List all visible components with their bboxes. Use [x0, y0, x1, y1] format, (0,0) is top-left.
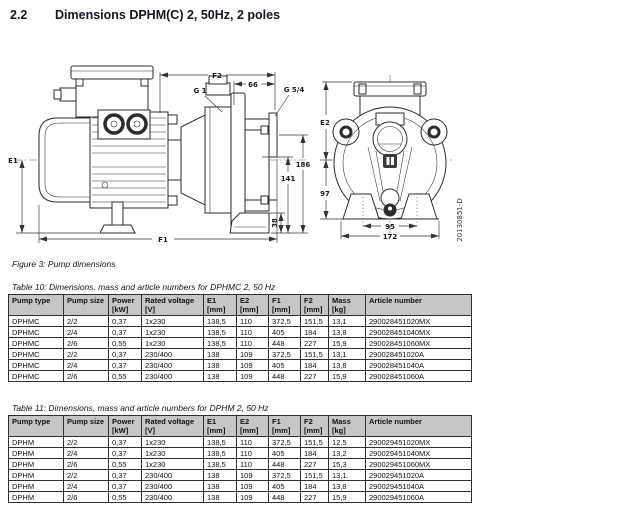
- table-cell: 230/400: [142, 470, 204, 481]
- column-header: F2 [mm]: [301, 416, 329, 437]
- table-cell: DPHM: [9, 437, 64, 448]
- column-header: Pump size: [64, 295, 109, 316]
- table-cell: 2/4: [64, 481, 109, 492]
- table-cell: 227: [301, 371, 329, 382]
- table-cell: 0,37: [109, 327, 142, 338]
- pump-dimensions-figure: [0, 55, 480, 260]
- table-cell: DPHMC: [9, 360, 64, 371]
- table-cell: 110: [237, 338, 269, 349]
- table-cell: 448: [269, 371, 301, 382]
- table-cell: 110: [237, 437, 269, 448]
- dim-label-186: 186: [295, 161, 311, 169]
- table-cell: 230/400: [142, 360, 204, 371]
- table-cell: 2/6: [64, 338, 109, 349]
- table-cell: 1x230: [142, 459, 204, 470]
- table-cell: 138: [204, 481, 237, 492]
- table-cell: 290028451040A: [366, 360, 472, 371]
- column-header: Pump type: [9, 416, 64, 437]
- page-title: Dimensions DPHM(C) 2, 50Hz, 2 poles: [55, 8, 281, 22]
- column-header: Pump size: [64, 416, 109, 437]
- table-cell: DPHM: [9, 481, 64, 492]
- dim-label-e1: E1: [8, 157, 18, 165]
- column-header: Rated voltage [V]: [142, 295, 204, 316]
- table-cell: 15,3: [329, 459, 366, 470]
- table-row: [9, 459, 472, 470]
- table-cell: 290029451040A: [366, 481, 472, 492]
- table-cell: DPHMC: [9, 327, 64, 338]
- table-cell: 15,9: [329, 338, 366, 349]
- table-row: [9, 360, 472, 371]
- table-cell: 227: [301, 492, 329, 503]
- table-cell: 0,37: [109, 316, 142, 327]
- table-dphm-2-50hz: [8, 415, 472, 503]
- table-cell: 372,5: [269, 316, 301, 327]
- table-cell: 2/6: [64, 371, 109, 382]
- table-cell: 448: [269, 492, 301, 503]
- table-cell: DPHM: [9, 492, 64, 503]
- table-cell: 109: [237, 360, 269, 371]
- drawing-id-number: 20130851-D: [456, 198, 464, 242]
- table-cell: 138: [204, 492, 237, 503]
- table-cell: 2/4: [64, 448, 109, 459]
- table-row: [9, 481, 472, 492]
- table-cell: 138,5: [204, 448, 237, 459]
- column-header: F1 [mm]: [269, 295, 301, 316]
- table-cell: 230/400: [142, 349, 204, 360]
- table-cell: 138: [204, 349, 237, 360]
- table-cell: 290028451060A: [366, 371, 472, 382]
- table-cell: 2/2: [64, 470, 109, 481]
- table-cell: 0,37: [109, 470, 142, 481]
- table-dphmc-2-50hz: [8, 294, 472, 382]
- table-cell: 110: [237, 459, 269, 470]
- table-cell: DPHM: [9, 459, 64, 470]
- table-cell: 372,5: [269, 437, 301, 448]
- table-cell: DPHMC: [9, 349, 64, 360]
- table-cell: 372,5: [269, 349, 301, 360]
- table-cell: 184: [301, 448, 329, 459]
- table-cell: 1x230: [142, 338, 204, 349]
- table-cell: 110: [237, 316, 269, 327]
- table-cell: 227: [301, 459, 329, 470]
- table-cell: 13,8: [329, 327, 366, 338]
- table-cell: 13,2: [329, 448, 366, 459]
- table-cell: 12,5: [329, 437, 366, 448]
- table-cell: 405: [269, 448, 301, 459]
- table-cell: 290029451020A: [366, 470, 472, 481]
- table-cell: DPHMC: [9, 316, 64, 327]
- table-cell: 109: [237, 371, 269, 382]
- dim-label-g1: G 1: [193, 87, 207, 95]
- pump-front-view-drawing: [330, 75, 452, 233]
- dim-label-38: 38: [271, 218, 279, 228]
- table-cell: 13,1: [329, 470, 366, 481]
- table-cell: 151,5: [301, 316, 329, 327]
- table-cell: 13,1: [329, 349, 366, 360]
- table-cell: 2/2: [64, 349, 109, 360]
- table-cell: 0,55: [109, 459, 142, 470]
- table-cell: 13,1: [329, 316, 366, 327]
- table-cell: 2/6: [64, 492, 109, 503]
- table-cell: 230/400: [142, 371, 204, 382]
- table-cell: 372,5: [269, 470, 301, 481]
- table-cell: 405: [269, 360, 301, 371]
- table-cell: 405: [269, 327, 301, 338]
- table-cell: DPHM: [9, 470, 64, 481]
- dim-label-97: 97: [320, 190, 330, 198]
- table-cell: 290028451040MX: [366, 327, 472, 338]
- table-cell: 138: [204, 470, 237, 481]
- column-header: F1 [mm]: [269, 416, 301, 437]
- table-cell: 138,5: [204, 316, 237, 327]
- table-row: [9, 349, 472, 360]
- table-cell: 15,9: [329, 492, 366, 503]
- column-header: Power [kW]: [109, 295, 142, 316]
- table-row: [9, 492, 472, 503]
- table-cell: 290029451060A: [366, 492, 472, 503]
- table-cell: 110: [237, 327, 269, 338]
- in-marking: [383, 154, 397, 168]
- table-cell: 0,55: [109, 492, 142, 503]
- table-cell: 109: [237, 349, 269, 360]
- column-header: Article number: [366, 295, 472, 316]
- table-cell: 0,37: [109, 448, 142, 459]
- table-cell: 230/400: [142, 492, 204, 503]
- table-cell: DPHMC: [9, 338, 64, 349]
- table-cell: 290028451020MX: [366, 316, 472, 327]
- table-cell: 15,9: [329, 371, 366, 382]
- table-row: [9, 371, 472, 382]
- table-cell: DPHM: [9, 448, 64, 459]
- table-row: [9, 327, 472, 338]
- table-cell: 1x230: [142, 448, 204, 459]
- table-cell: 151,5: [301, 437, 329, 448]
- table-cell: 405: [269, 481, 301, 492]
- table-cell: 2/2: [64, 437, 109, 448]
- column-header: Article number: [366, 416, 472, 437]
- dim-label-95: 95: [385, 223, 395, 231]
- table-cell: 2/2: [64, 316, 109, 327]
- dim-label-f1: F1: [158, 236, 168, 244]
- table-cell: 290028451020A: [366, 349, 472, 360]
- column-header: Rated voltage [V]: [142, 416, 204, 437]
- table-cell: 2/4: [64, 327, 109, 338]
- column-header: E1 [mm]: [204, 416, 237, 437]
- table-cell: 0,55: [109, 338, 142, 349]
- table-cell: 151,5: [301, 349, 329, 360]
- table-cell: 138: [204, 371, 237, 382]
- table-cell: 138,5: [204, 459, 237, 470]
- dim-label-g54: G 5/4: [283, 86, 305, 94]
- table-cell: 109: [237, 481, 269, 492]
- table-cell: DPHMC: [9, 371, 64, 382]
- table-cell: 138,5: [204, 327, 237, 338]
- table-cell: 0,37: [109, 437, 142, 448]
- section-number: 2.2: [10, 8, 28, 22]
- column-header: E1 [mm]: [204, 295, 237, 316]
- table-cell: 448: [269, 338, 301, 349]
- column-header: Mass [kg]: [329, 295, 366, 316]
- table-cell: 0,37: [109, 481, 142, 492]
- table-row: [9, 448, 472, 459]
- dim-label-e2: E2: [320, 119, 330, 127]
- dim-label-f2: F2: [212, 72, 222, 80]
- table-cell: 290029451060MX: [366, 459, 472, 470]
- table-cell: 227: [301, 338, 329, 349]
- table-cell: 0,37: [109, 349, 142, 360]
- table-cell: 138,5: [204, 437, 237, 448]
- dim-label-141: 141: [280, 175, 296, 183]
- table-cell: 290029451020MX: [366, 437, 472, 448]
- table-cell: 2/6: [64, 459, 109, 470]
- column-header: F2 [mm]: [301, 295, 329, 316]
- table-cell: 230/400: [142, 481, 204, 492]
- dim-label-172: 172: [382, 233, 398, 241]
- table-cell: 109: [237, 470, 269, 481]
- table-cell: 290028451060MX: [366, 338, 472, 349]
- table-cell: 2/4: [64, 360, 109, 371]
- table-cell: 110: [237, 448, 269, 459]
- table-cell: 0,37: [109, 360, 142, 371]
- table-row: [9, 470, 472, 481]
- table-11-caption: Table 11: Dimensions, mass and article numbers for DPHM 2, 50 Hz: [12, 403, 269, 413]
- table-row: [9, 437, 472, 448]
- table-row: [9, 316, 472, 327]
- table-cell: 109: [237, 492, 269, 503]
- table-cell: 184: [301, 481, 329, 492]
- table-cell: 13,8: [329, 481, 366, 492]
- column-header: Mass [kg]: [329, 416, 366, 437]
- table-cell: 1x230: [142, 316, 204, 327]
- dim-label-66: 66: [248, 81, 258, 89]
- table-cell: 13,8: [329, 360, 366, 371]
- table-cell: 184: [301, 360, 329, 371]
- table-row: [9, 338, 472, 349]
- table-cell: 0,55: [109, 371, 142, 382]
- column-header: Pump type: [9, 295, 64, 316]
- table-cell: 290029451040MX: [366, 448, 472, 459]
- table-cell: 1x230: [142, 437, 204, 448]
- table-cell: 138: [204, 360, 237, 371]
- table-cell: 151,5: [301, 470, 329, 481]
- table-cell: 184: [301, 327, 329, 338]
- column-header: E2 [mm]: [237, 416, 269, 437]
- column-header: Power [kW]: [109, 416, 142, 437]
- figure-caption: Figure 3: Pump dimensions: [12, 259, 116, 269]
- table-10-caption: Table 10: Dimensions, mass and article numbers for DPHMC 2, 50 Hz: [12, 282, 276, 292]
- table-cell: 1x230: [142, 327, 204, 338]
- table-cell: 138,5: [204, 338, 237, 349]
- column-header: E2 [mm]: [237, 295, 269, 316]
- table-cell: 448: [269, 459, 301, 470]
